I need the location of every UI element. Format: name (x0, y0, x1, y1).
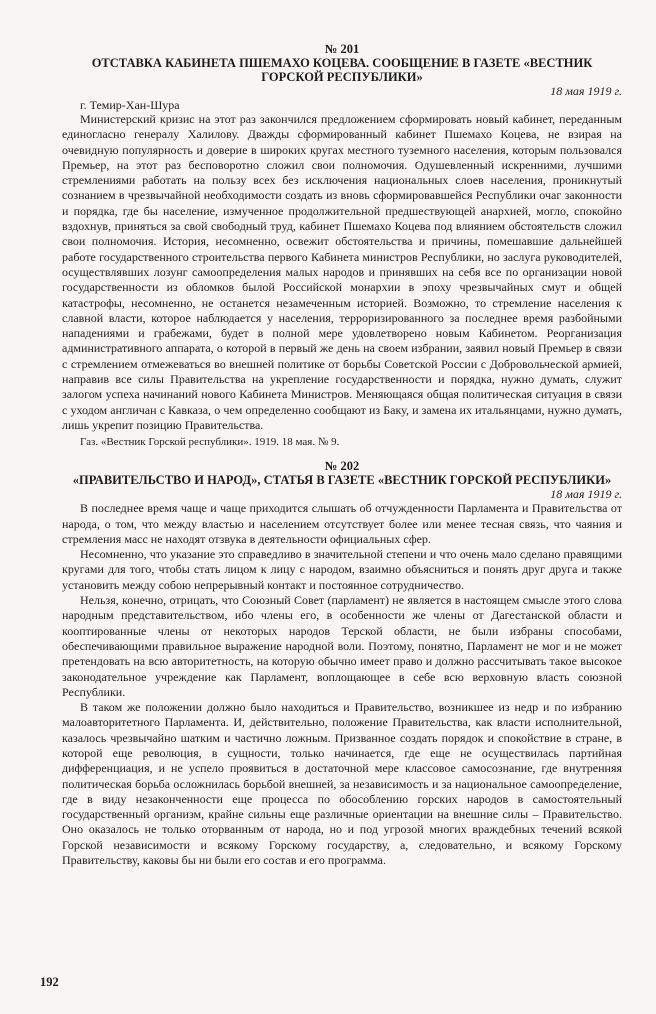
doc-202-title: «ПРАВИТЕЛЬСТВО И НАРОД», СТАТЬЯ В ГАЗЕТЕ «ВЕСТНИК ГОРСКОЙ РЕСПУБЛИКИ» (72, 473, 612, 488)
doc-201-source: Газ. «Вестник Горской республики». 1919. 18 мая. № 9. (80, 436, 340, 449)
doc-202-paragraph: В таком же положении должно было находиться и Правительство, возникшее из недр и по избранию малоавторитетного Парламента. И, действительно, положение Правительства, как власти исполнительной, казалось чрезвычайно шатким и частично ложным. Призванное создать порядок и спокойствие в стране, в которой еще революция, в сущности, только начинается, где еще не осуществилась партийная дифференциация, и не успело проявиться в достаточной мере классовое самосознание, где внутренняя политическая борьба осложнилась борьбой внешней, за независимость и за национальное самоопределение, где в виду незаконченности еще процесса по обособлению горских народов в самостоятельный государственный организм, крайне сильны еще различные ориентации на внешние силы – Правительство. Оно оказалось не только оторванным от народа, но и под угрозой многих враждебных течений всякой Горской независимости и всякому Горскому государству, а, следовательно, и всякому Горскому Правительству, каковы бы ни были его состав и его программа. (62, 700, 622, 868)
doc-201-body: Министерский кризис на этот раз закончился предложением сформировать новый кабинет, переданным единогласно генералу Халилову. Дважды сформированный кабинет Пшемахо Коцева, не взирая на очевидную популярность и доверие в широких кругах местного туземного населения, которым пользовался Премьер, на этот раз бесповоротно сложил свои полномочия. Одушевленный искренними, лучшими стремлениями работать на пользу всех без исключения национальных слоев населения, проникнутый сознанием в чрезвычайной необходимости создать из вновь сформировавшейся Республики очаг законности и порядка, где бы население, измученное продолжительной предшествующей анархией, могло, спокойно вздохнув, приняться за свой свободный труд, кабинет Пшемахо Коцева под влиянием обстоятельств сложил свои полномочия. История, несомненно, освежит обстоятельства и причины, помешавшие дальнейшей работе государственного строительства первого Кабинета министров Республики, но заслуга руководителей, осуществлявших лозунг самоопределения малых народов и принявших на себя все по организации новой государственности из обломков былой Российской монархии в эпоху чрезвычайных смут и общей катастрофы, несомненно, не останется незамеченным историей. Возможно, то стремление населения к славной власти, которое наблюдается у населения, терроризированного за последнее время разбойными нападениями и грабежами, будет в полной мере удовлетворено новым Кабинетом. Реорганизация административного аппарата, о которой в первый же день на своем избрании, заявил новый Премьер в связи с стремлением отмежеваться во внешней политике от борьбы Советской России с Добровольческой армией, направив все силы Правительства на укрепление государственности и порядка, нужно думать, служит залогом успеха начинаний нового Кабинета Министров. Меняющаяся общая политическая ситуация в связи с уходом англичан с Кавказа, о чем определенно сообщают из Баку, и замена их итальянцами, нужно думать, лишь укрепит позицию Правительства. (62, 112, 622, 432)
page-number: 192 (40, 975, 59, 989)
doc-202-number: № 202 (324, 459, 360, 474)
doc-202-date: 18 мая 1919 г. (550, 487, 622, 502)
doc-201-number: № 201 (324, 42, 360, 56)
doc-202-paragraph: В последнее время чаще и чаще приходится слышать об отчужденности Парламента и Правительства от народа, о том, что между властью и населением отсутствует более или менее тесная связь, что чаяния и стремления масс не находят отзвука в деятельности официальных сфер. (62, 501, 622, 546)
document-page (62, 42, 622, 868)
doc-201-date: 18 мая 1919 г. (550, 84, 622, 98)
doc-201-place: г. Темир-Хан-Шура (80, 98, 180, 112)
doc-201-title: ОТСТАВКА КАБИНЕТА ПШЕМАХО КОЦЕВА. СООБЩЕНИЕ В ГАЗЕТЕ «ВЕСТНИК ГОРСКОЙ РЕСПУБЛИКИ» (91, 56, 593, 84)
doc-202-paragraph: Несомненно, что указание это справедливо в значительной степени и что очень мало сделано правящими кругами для того, чтобы стать лицом к лицу с народом, взаимно объясниться и понять друг друга и также установить между собою непрерывный контакт и постоянное сотрудничество. (62, 547, 622, 592)
doc-202-paragraph: Нельзя, конечно, отрицать, что Союзный Совет (парламент) не является в настоящем смысле этого слова народным представительством, ибо члены его, в особенности же члены от Дагестанской области и кооптированные члены от некоторых народов Терской области, не были избраны способами, обеспечивающими правильное выражение народной воли. Поэтому, понятно, Парламент не мог и не может претендовать на всю авторитетность, на которую обычно имеет право и должно рассчитывать такое высокое законодательное учреждение как Парламент, воплощающее в себе всю верховную власть союзной Республики. (62, 593, 622, 699)
